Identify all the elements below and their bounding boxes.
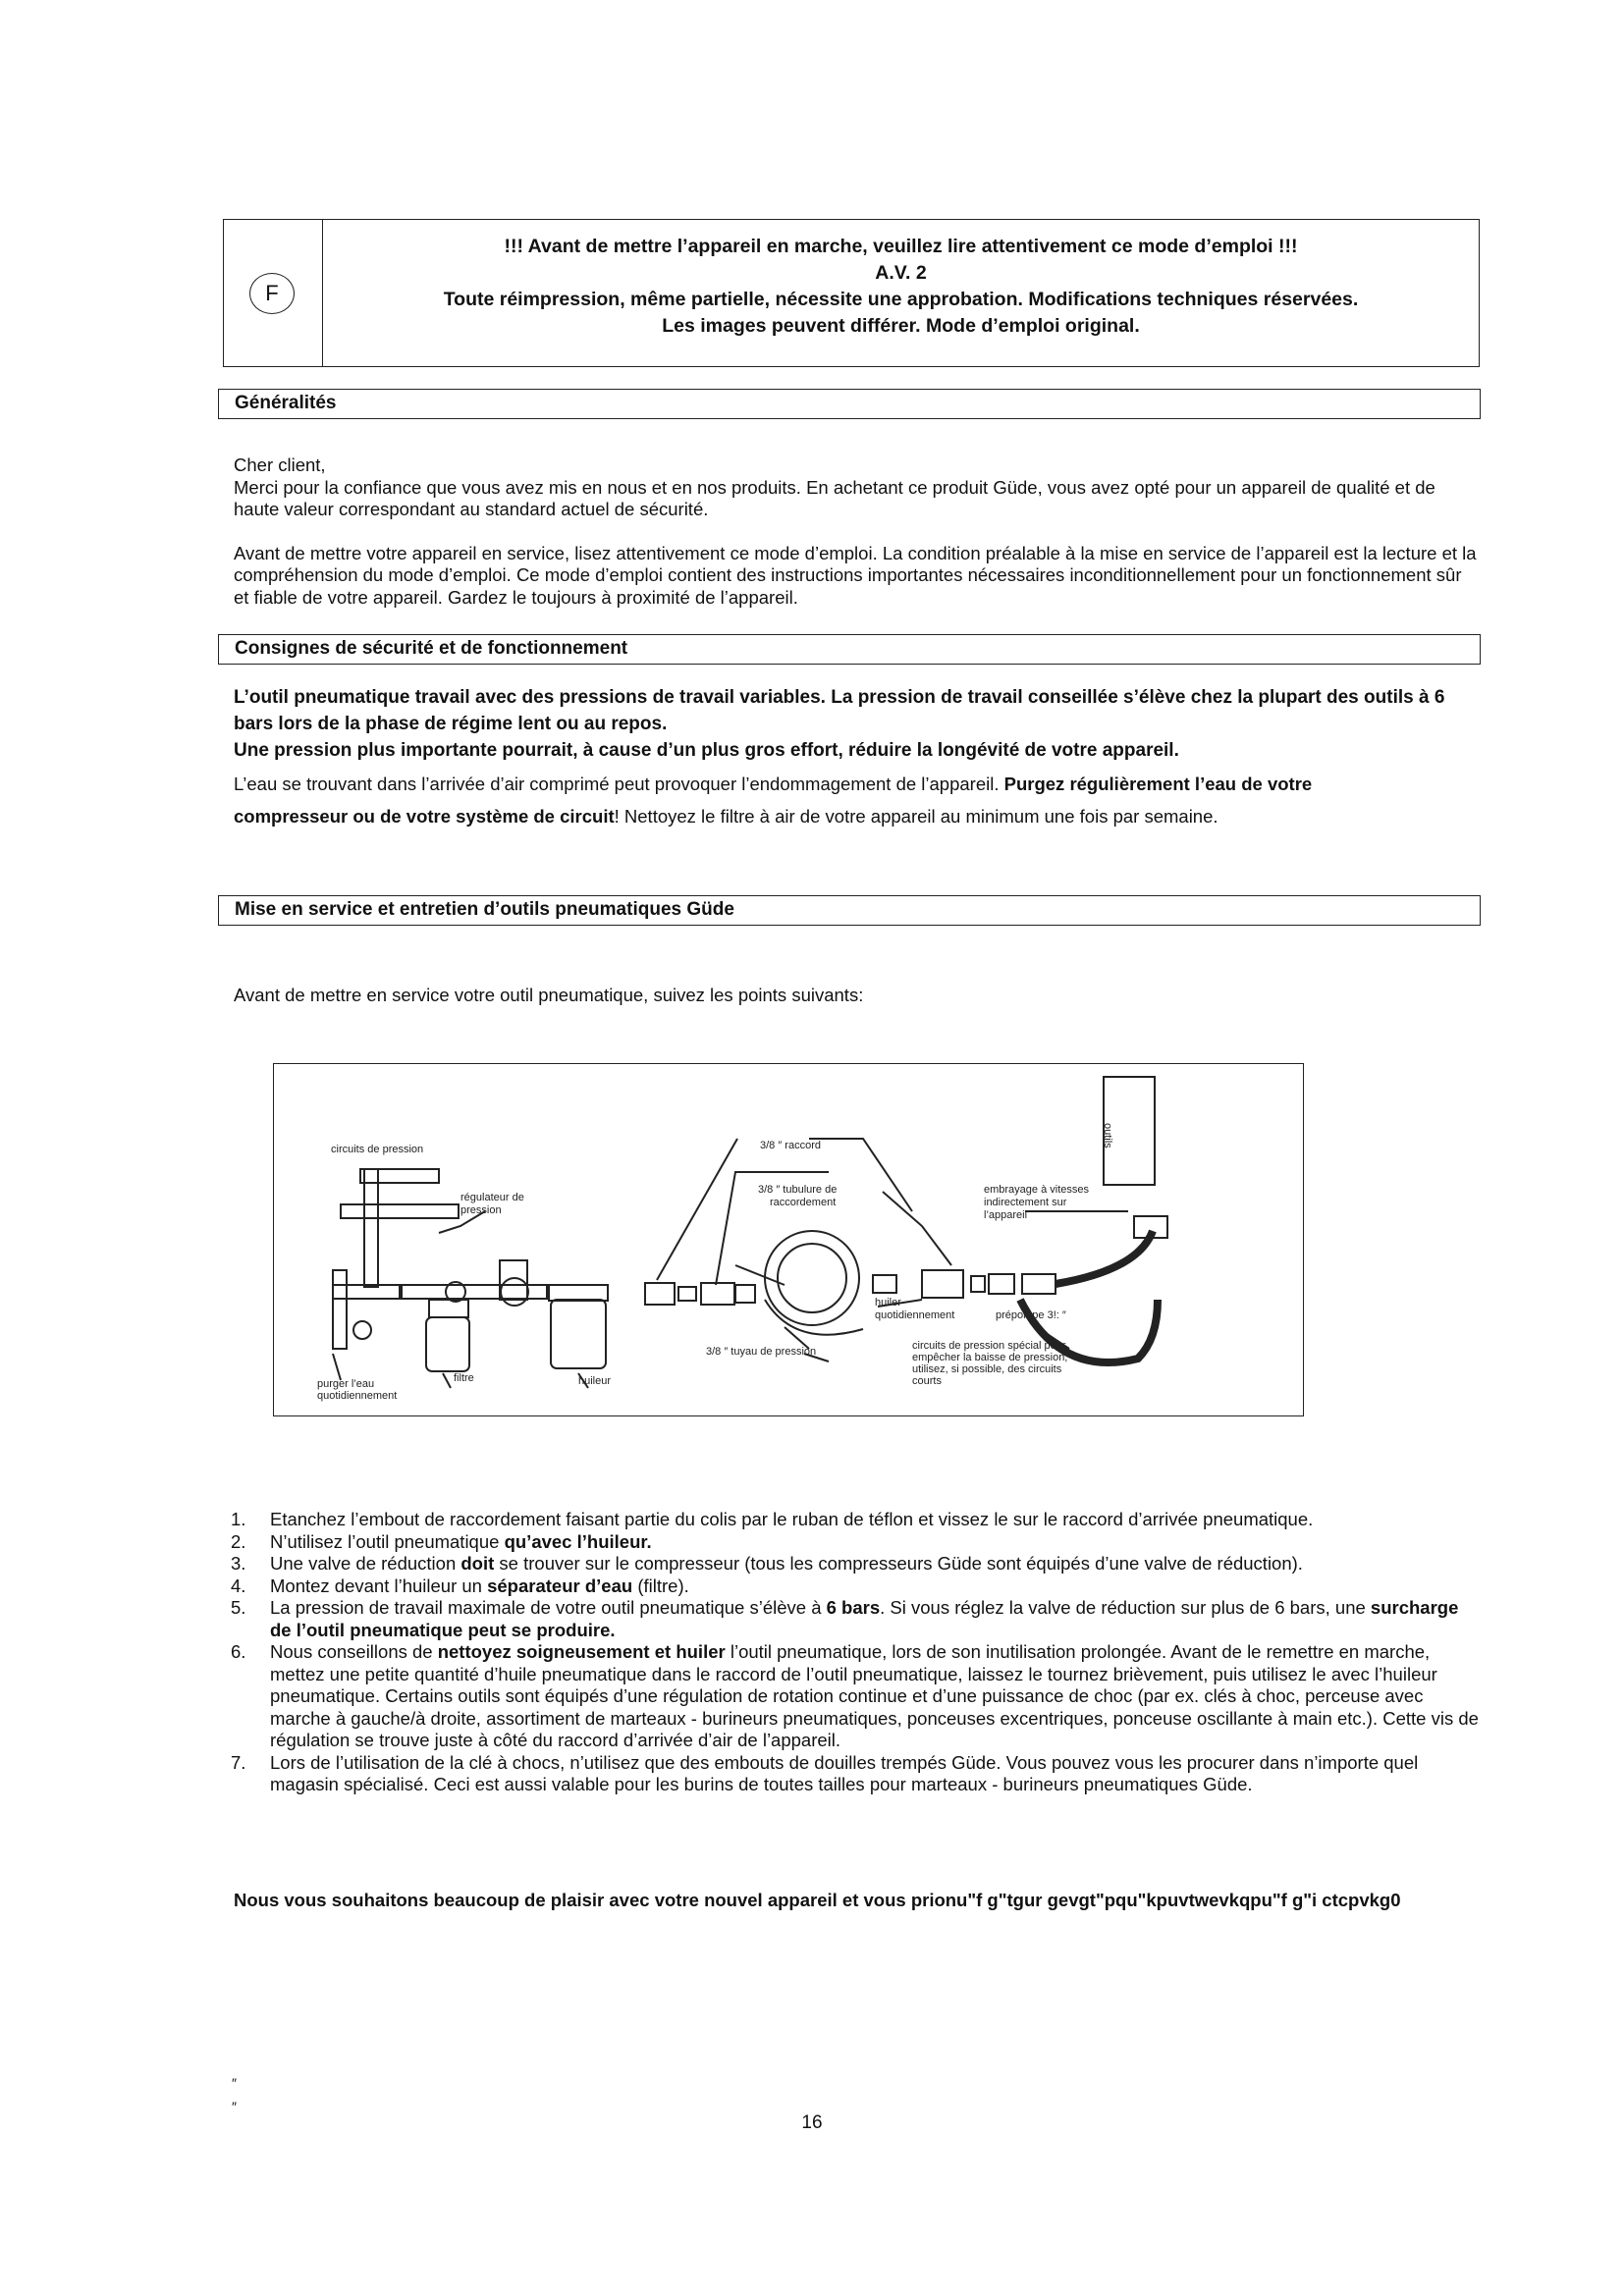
header-reprint-notice: Toute réimpression, même partielle, nécessite une approbation. Modifications techniques réservées. xyxy=(443,289,1359,310)
header-text xyxy=(323,234,1479,340)
coupling-3 xyxy=(701,1283,734,1305)
list-item xyxy=(231,1531,1483,1554)
list-item-plain-text: . Si vous réglez la valve de réduction sur plus de 6 bars, une xyxy=(880,1597,1371,1618)
main-line xyxy=(400,1285,547,1299)
language-badge: F xyxy=(249,273,295,314)
label-outils: outils xyxy=(1102,1123,1113,1148)
header-box xyxy=(223,219,1480,367)
list-item-text xyxy=(270,1575,1483,1598)
label-huiler-1: huiler xyxy=(875,1297,901,1308)
list-item-number: 4. xyxy=(231,1575,246,1596)
list-item-number: 1. xyxy=(231,1509,246,1529)
label-prepompe: prépompe 3!: ″ xyxy=(996,1309,1066,1321)
section-title-consignes: Consignes de sécurité et de fonctionnement xyxy=(218,634,1481,665)
mise-intro: Avant de mettre en service votre outil pneumatique, suivez les points suivants: xyxy=(234,985,864,1005)
label-embrayage-2: indirectement sur xyxy=(984,1197,1067,1208)
label-circuits-pression: circuits de pression xyxy=(331,1144,424,1155)
consignes-pressure-text: L’outil pneumatique travail avec des pressions de travail variables. La pression de travail conseillée s’élève chez la plupart des outils à 6 bars lors de la phase de régime lent ou au repos. xyxy=(234,687,1445,734)
pipe-vertical xyxy=(364,1169,378,1287)
header-warning: !!! Avant de mettre l’appareil en marche, veuillez lire attentivement ce mode d’emploi !!! xyxy=(504,236,1298,257)
header-image-notice: Les images peuvent différer. Mode d’emploi original. xyxy=(662,315,1140,337)
whip-hose xyxy=(1056,1231,1153,1284)
coupling-8 xyxy=(1022,1274,1056,1294)
label-purger-1: purger l’eau xyxy=(317,1378,375,1390)
instruction-list xyxy=(231,1509,1483,1796)
list-item xyxy=(231,1641,1483,1752)
list-item-bold-text: qu’avec l’huileur. xyxy=(504,1530,652,1552)
coupler-main xyxy=(922,1270,963,1298)
list-item-text xyxy=(270,1641,1483,1752)
section-title-generalites: Généralités xyxy=(218,389,1481,419)
consignes-water-paragraph xyxy=(234,768,1363,832)
list-item-plain-text: La pression de travail maximale de votre outil pneumatique s’élève à xyxy=(270,1597,827,1618)
coupling-6 xyxy=(971,1276,985,1292)
list-item-text xyxy=(270,1752,1483,1796)
list-item xyxy=(231,1509,1483,1531)
filter-bowl xyxy=(426,1317,469,1371)
label-tubulure-1: 3/8 ″ tubulure de xyxy=(758,1184,838,1196)
list-item-bold-text: surcharge de l’outil pneumatique peut se produire. xyxy=(270,1597,1459,1640)
list-item xyxy=(231,1752,1483,1796)
list-item-number: 6. xyxy=(231,1641,246,1662)
label-filtre: filtre xyxy=(454,1372,474,1384)
oiler-head xyxy=(549,1285,608,1301)
label-special-3: utilisez, si possible, des circuits xyxy=(912,1363,1062,1375)
label-tubulure-2: raccordement xyxy=(770,1197,837,1208)
list-item-plain-text: Etanchez l’embout de raccordement faisant partie du colis par le ruban de téflon et vissez le sur le raccord d’arrivée pneumatique. xyxy=(270,1509,1314,1529)
list-item-number: 2. xyxy=(231,1530,246,1552)
greeting: Cher client, xyxy=(234,454,326,475)
language-cell xyxy=(224,220,323,366)
list-item-text xyxy=(270,1597,1483,1641)
hose-curve xyxy=(765,1300,863,1335)
label-regulateur-1: régulateur de xyxy=(460,1192,524,1203)
regulator-gauge xyxy=(501,1278,528,1306)
leader-purger xyxy=(333,1354,341,1380)
margin-mark-2: ″ xyxy=(232,2099,237,2114)
leader-raccord-left xyxy=(657,1139,737,1280)
label-special-4: courts xyxy=(912,1375,942,1387)
list-item-bold-text: 6 bars xyxy=(826,1597,881,1618)
list-item-bold-text: doit xyxy=(460,1553,495,1574)
list-item-plain-text: Montez devant l’huileur un xyxy=(270,1575,488,1596)
list-item xyxy=(231,1575,1483,1598)
water-bold-text: Purgez régulièrement l’eau de votre compresseur ou de votre système de circuit xyxy=(234,774,1313,827)
list-item xyxy=(231,1597,1483,1641)
pipe-middle xyxy=(341,1204,459,1218)
generalites-text xyxy=(234,454,1481,609)
label-special-1: circuits de pression spécial pour xyxy=(912,1340,1066,1352)
pneumatic-setup-diagram xyxy=(273,1063,1304,1416)
label-special-2: empêcher la baisse de pression, xyxy=(912,1352,1068,1363)
list-item-bold-text: nettoyez soigneusement et huiler xyxy=(437,1641,726,1662)
hose-reel-inner xyxy=(778,1244,846,1312)
list-item-plain-text: Une valve de réduction xyxy=(270,1553,461,1574)
generalites-paragraph-2: Avant de mettre votre appareil en service, lisez attentivement ce mode d’emploi. La condition préalable à la mise en service de l’appareil est la lecture et la compréhension du mode d’emploi. Ce mode d’emploi contient des instructions importantes nécessaires inconditionnellement pour un fonctionnement sûr et fiable de votre appareil. Gardez le toujours à proximité de l’appareil. xyxy=(234,542,1477,608)
list-item-number: 7. xyxy=(231,1751,246,1773)
label-embrayage-3: l’appareil xyxy=(984,1209,1028,1221)
label-huiler-2: quotidiennement xyxy=(875,1309,955,1321)
coupling-2 xyxy=(678,1287,696,1301)
pipe-drain xyxy=(333,1270,347,1349)
list-item-plain-text: Lors de l’utilisation de la clé à chocs, n’utilisez que des embouts de douilles trempés Güde. Vous pouvez vous les procurer dans n’importe quel magasin spécialisé. Ceci est aussi valable pour les burins de toutes tailles pour marteaux - burineurs pneumatiques Güde. xyxy=(270,1751,1419,1794)
coupling-1 xyxy=(645,1283,675,1305)
consignes-bold-text xyxy=(234,684,1461,764)
page-number: 16 xyxy=(801,2112,823,2133)
leader-filtre xyxy=(443,1373,451,1388)
filter-head xyxy=(429,1300,468,1317)
coupling-7 xyxy=(989,1274,1014,1294)
list-item-text xyxy=(270,1509,1483,1531)
coupling-4 xyxy=(735,1285,755,1303)
water-text: L’eau se trouvant dans l’arrivée d’air comprimé peut provoquer l’endommagement de l’appareil. xyxy=(234,774,1004,794)
list-item-plain-text: l’outil pneumatique, lors de son inutilisation prolongée. Avant de le remettre en marche, mettez une petite quantité d’huile pneumatique dans le raccord de l’outil pneumatique, laissez le tournez brièvement, puis utilisez le avec l’huileur pneumatique. Certains outils sont équipés d’une régulation de rotation continue et d’une puissance de choc (par ex. clés à choc, perceuse avec marche à gauche/à droite, assortiment de marteaux - burineurs pneumatiques, ponceuses excentriques, ponceuse oscillante à main etc.). Cette vis de régulation se trouve juste à côté du raccord d’arrivée d’air de l’appareil. xyxy=(270,1641,1479,1750)
list-item xyxy=(231,1553,1483,1575)
pipe-top xyxy=(360,1169,439,1183)
closing-line: Nous vous souhaitons beaucoup de plaisir avec votre nouvel appareil et vous prionu"f g"tgur gevgt"pqu"kpuvtwevkqpu"f g"i ctcpvkg0 xyxy=(234,1890,1401,1910)
label-tuyau-pression: 3/8 ″ tuyau de pression xyxy=(706,1346,817,1358)
label-embrayage-1: embrayage à vitesses xyxy=(984,1184,1089,1196)
diagram-drawing xyxy=(274,1064,1302,1415)
list-item-number: 3. xyxy=(231,1553,246,1574)
water-end-text: ! Nettoyez le filtre à air de votre appareil au minimum une fois par semaine. xyxy=(614,806,1218,827)
header-version: A.V. 2 xyxy=(875,262,927,284)
list-item-plain-text: N’utilisez l’outil pneumatique xyxy=(270,1530,505,1552)
label-purger-2: quotidiennement xyxy=(317,1390,398,1402)
generalites-paragraph-1: Merci pour la confiance que vous avez mis en nous et en nos produits. En achetant ce produit Güde, vous avez opté pour un appareil de qualité et de haute valeur correspondant au standard actuel de sécurité. xyxy=(234,476,1435,519)
hose-reel-outer xyxy=(765,1231,859,1325)
coupling-5 xyxy=(873,1275,896,1293)
drain-valve xyxy=(353,1321,371,1339)
list-item-plain-text: (filtre). xyxy=(632,1575,689,1596)
list-item-text xyxy=(270,1531,1483,1554)
label-regulateur-2: pression xyxy=(460,1204,502,1216)
list-item-plain-text: se trouver sur le compresseur (tous les compresseurs Güde sont équipés d’une valve de réduction). xyxy=(494,1553,1303,1574)
list-item-plain-text: Nous conseillons de xyxy=(270,1641,438,1662)
section-title-mise-en-service: Mise en service et entretien d’outils pneumatiques Güde xyxy=(218,895,1481,926)
list-item-bold-text: séparateur d’eau xyxy=(487,1575,633,1596)
consignes-warning-text: Une pression plus importante pourrait, à cause d’un plus gros effort, réduire la longévité de votre appareil. xyxy=(234,740,1179,761)
leader-embrayage xyxy=(883,1192,951,1265)
list-item-number: 5. xyxy=(231,1597,246,1618)
margin-mark-1: ″ xyxy=(232,2075,237,2091)
oiler-bowl xyxy=(551,1300,606,1368)
list-item-text xyxy=(270,1553,1483,1575)
label-huileur: huileur xyxy=(578,1375,612,1387)
label-raccord: 3/8 ″ raccord xyxy=(760,1140,821,1151)
